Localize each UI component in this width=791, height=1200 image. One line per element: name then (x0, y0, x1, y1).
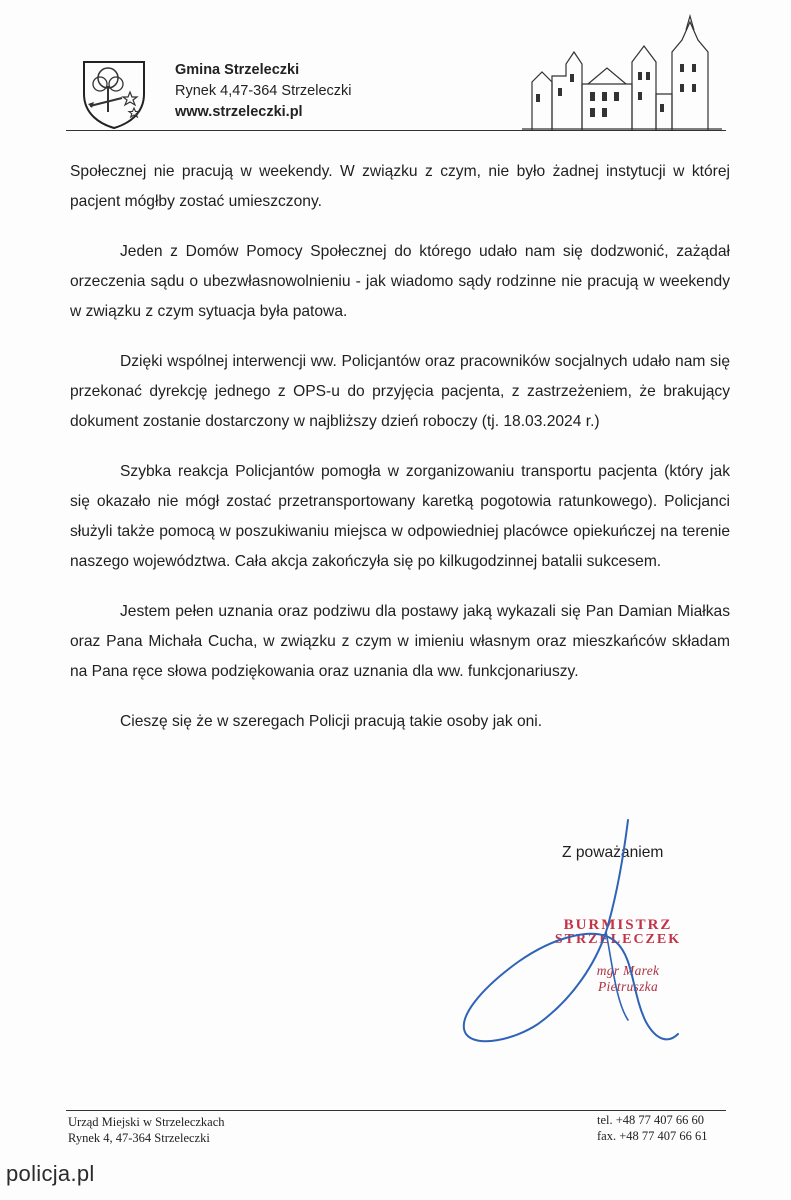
closing-salutation: Z poważaniem (562, 844, 664, 861)
paragraph: Cieszę się że w szeregach Policji pracują takie osoby jak oni. (120, 713, 543, 730)
paragraph: Szybka reakcja Policjantów pomogła w zorganizowaniu transportu pacjenta (który jak się okazało nie mógł zostać przetransportowany karetką pogotowia ratunkowego). Policjanci służyli także pomocą w poszukiwaniu miejsca w odpowiedniej placówce opiekuńczej na terenie naszego województwa. Cała akcja zakończyła się po kilkugodzinnej batalii sukcesem. (70, 463, 730, 570)
handwritten-signature (456, 812, 706, 1062)
stamp-line-title: BURMISTRZ (563, 917, 673, 933)
phone-number: tel. +48 77 407 66 60 (597, 1113, 705, 1127)
footer-office (68, 1114, 225, 1146)
org-website: www.strzeleczki.pl (175, 104, 303, 120)
fax-number: fax. +48 77 407 66 61 (597, 1129, 708, 1143)
organization-header (175, 60, 352, 123)
paragraph: Jestem pełen uznania oraz podziwu dla postawy jaką wykazali się Pan Damian Miałkas oraz Pana Michała Cucha, w związku z czym w imieniu własnym oraz mieszkańców składam na Pana ręce słowa podziękowania oraz uznania dla ww. funkcjonariuszy. (70, 603, 730, 680)
footer-contact (597, 1112, 708, 1144)
stamp-line-town: STRZELECZEK (554, 932, 682, 947)
office-name: Urząd Miejski w Strzeleczkach (68, 1115, 225, 1129)
stamp-signer: mgr Marek Pietruszka (596, 963, 660, 994)
office-address: Rynek 4, 47-364 Strzeleczki (68, 1131, 210, 1145)
coat-of-arms-icon (78, 58, 150, 130)
org-address: Rynek 4,47-364 Strzeleczki (175, 83, 352, 99)
paragraph: Dzięki wspólnej interwencji ww. Policjantów oraz pracowników socjalnych udało nam się przekonać dyrekcję jednego z OPS-u do przyjęcia pacjenta, z zastrzeżeniem, że brakujący dokument zostanie dostarczony w najbliższy dzień roboczy (tj. 18.03.2024 r.) (70, 353, 730, 430)
letter-body (70, 157, 730, 757)
paragraph: Społecznej nie pracują w weekendy. W związku z czym, nie było żadnej instytucji w której pacjent mógłby zostać umieszczony. (70, 163, 730, 210)
footer-divider (66, 1110, 726, 1111)
org-name: Gmina Strzeleczki (175, 62, 300, 78)
source-watermark: policja.pl (6, 1161, 95, 1186)
paragraph: Jeden z Domów Pomocy Społecznej do którego udało nam się dodzwonić, zażądał orzeczenia sądu o ubezwłasnowolnieniu - jak wiadomo sądy rodzinne nie pracują w weekendy w związku z czym sytuacja była patowa. (70, 243, 730, 320)
castle-illustration (522, 12, 722, 130)
header-divider (66, 130, 726, 131)
